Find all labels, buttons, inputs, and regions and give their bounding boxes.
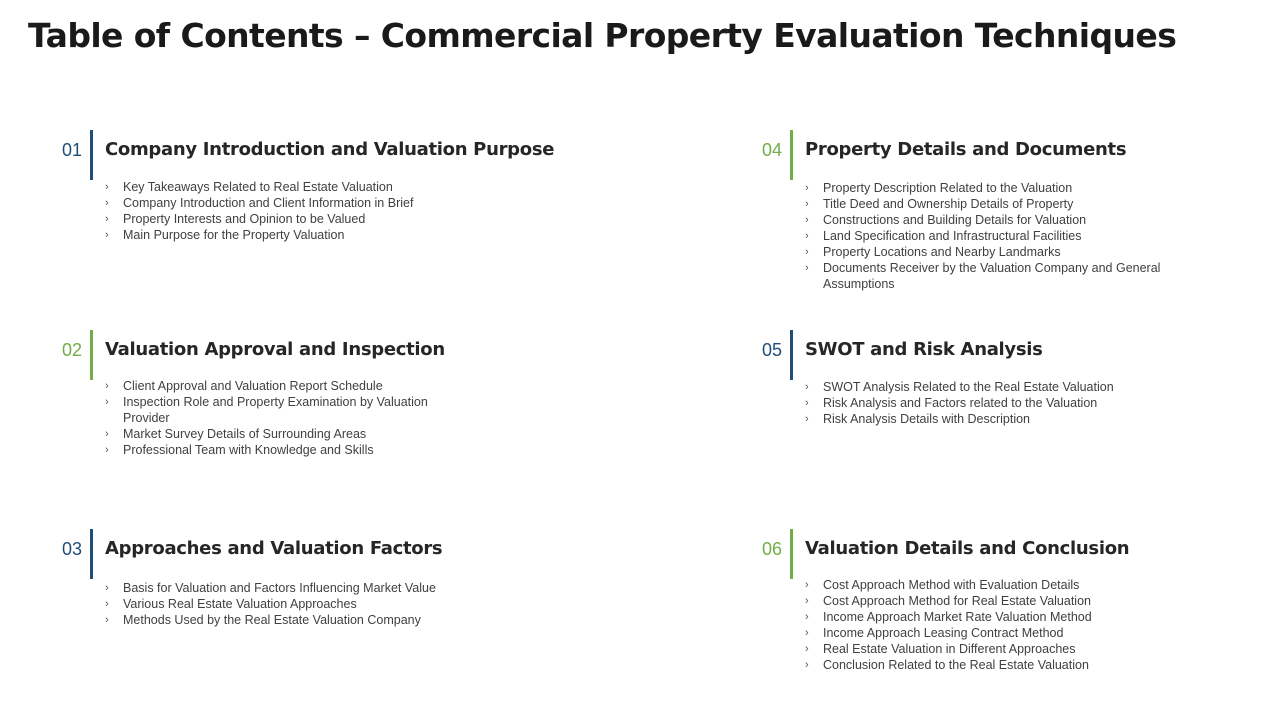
list-item-text: Cost Approach Method with Evaluation Details: [823, 578, 1080, 592]
chevron-right-icon: ›: [805, 381, 809, 393]
chevron-right-icon: ›: [105, 444, 109, 456]
list-item-text: Cost Approach Method for Real Estate Valuation: [823, 594, 1091, 608]
list-item: [805, 180, 1165, 196]
chevron-right-icon: ›: [105, 598, 109, 610]
list-item: [805, 228, 1165, 244]
list-item-text: Income Approach Leasing Contract Method: [823, 626, 1064, 640]
list-item: [105, 394, 465, 426]
list-item-text: SWOT Analysis Related to the Real Estate Valuation: [823, 380, 1114, 394]
chevron-right-icon: ›: [805, 643, 809, 655]
list-item: [805, 395, 1165, 411]
list-item: [805, 244, 1165, 260]
chevron-right-icon: ›: [805, 198, 809, 210]
chevron-right-icon: ›: [105, 197, 109, 209]
list-item-text: Various Real Estate Valuation Approaches: [123, 597, 357, 611]
chevron-right-icon: ›: [105, 582, 109, 594]
chevron-right-icon: ›: [805, 595, 809, 607]
list-item: [105, 227, 465, 243]
section-heading: Valuation Details and Conclusion: [805, 538, 1130, 559]
chevron-right-icon: ›: [105, 181, 109, 193]
list-item: [805, 577, 1165, 593]
list-item-text: Inspection Role and Property Examination by Valuation Provider: [123, 395, 428, 425]
list-item-text: Key Takeaways Related to Real Estate Valuation: [123, 180, 393, 194]
section-number: 06: [762, 539, 783, 559]
section-heading: Property Details and Documents: [805, 139, 1127, 160]
section-divider-bar: [790, 529, 793, 579]
list-item-text: Methods Used by the Real Estate Valuation Company: [123, 613, 421, 627]
list-item-text: Title Deed and Ownership Details of Property: [823, 197, 1074, 211]
section-heading: Company Introduction and Valuation Purpose: [105, 139, 555, 160]
list-item: [105, 612, 465, 628]
section-item-list: [805, 379, 1165, 427]
list-item: [805, 260, 1165, 292]
list-item-text: Basis for Valuation and Factors Influencing Market Value: [123, 581, 436, 595]
chevron-right-icon: ›: [805, 246, 809, 258]
chevron-right-icon: ›: [105, 229, 109, 241]
list-item-text: Professional Team with Knowledge and Skills: [123, 443, 374, 457]
list-item: [105, 442, 465, 458]
section-number: 03: [62, 539, 83, 559]
list-item-text: Property Locations and Nearby Landmarks: [823, 245, 1061, 259]
list-item: [805, 212, 1165, 228]
section-item-list: [805, 577, 1165, 673]
chevron-right-icon: ›: [105, 428, 109, 440]
list-item: [105, 580, 465, 596]
page-title: Table of Contents – Commercial Property Evaluation Techniques: [28, 16, 1177, 55]
chevron-right-icon: ›: [805, 230, 809, 242]
section-divider-bar: [790, 330, 793, 380]
list-item-text: Company Introduction and Client Information in Brief: [123, 196, 414, 210]
list-item-text: Conclusion Related to the Real Estate Valuation: [823, 658, 1089, 672]
list-item: [105, 179, 465, 195]
list-item: [805, 609, 1165, 625]
chevron-right-icon: ›: [105, 396, 109, 408]
chevron-right-icon: ›: [105, 213, 109, 225]
chevron-right-icon: ›: [805, 611, 809, 623]
list-item-text: Land Specification and Infrastructural Facilities: [823, 229, 1082, 243]
section-number: 04: [762, 140, 783, 160]
list-item: [105, 195, 465, 211]
chevron-right-icon: ›: [805, 214, 809, 226]
list-item-text: Risk Analysis Details with Description: [823, 412, 1031, 426]
chevron-right-icon: ›: [805, 182, 809, 194]
section-item-list: [805, 180, 1165, 292]
chevron-right-icon: ›: [805, 262, 809, 274]
chevron-right-icon: ›: [805, 659, 809, 671]
list-item: [805, 196, 1165, 212]
list-item: [105, 378, 465, 394]
chevron-right-icon: ›: [105, 380, 109, 392]
list-item: [805, 411, 1165, 427]
section-divider-bar: [90, 330, 93, 380]
chevron-right-icon: ›: [105, 614, 109, 626]
list-item: [805, 641, 1165, 657]
list-item-text: Property Interests and Opinion to be Valued: [123, 212, 366, 226]
list-item-text: Client Approval and Valuation Report Schedule: [123, 379, 383, 393]
section-number: 02: [62, 340, 83, 360]
list-item: [805, 657, 1165, 673]
section-item-list: [105, 378, 465, 458]
list-item: [805, 379, 1165, 395]
list-item-text: Main Purpose for the Property Valuation: [123, 228, 345, 242]
section-divider-bar: [90, 529, 93, 579]
list-item-text: Real Estate Valuation in Different Approaches: [823, 642, 1076, 656]
list-item-text: Risk Analysis and Factors related to the Valuation: [823, 396, 1098, 410]
chevron-right-icon: ›: [805, 397, 809, 409]
section-item-list: [105, 179, 465, 243]
chevron-right-icon: ›: [805, 413, 809, 425]
list-item: [805, 593, 1165, 609]
section-heading: SWOT and Risk Analysis: [805, 339, 1043, 360]
list-item-text: Property Description Related to the Valuation: [823, 181, 1073, 195]
list-item: [105, 211, 465, 227]
section-number: 05: [762, 340, 783, 360]
section-divider-bar: [790, 130, 793, 180]
list-item-text: Income Approach Market Rate Valuation Method: [823, 610, 1092, 624]
section-heading: Approaches and Valuation Factors: [105, 538, 443, 559]
chevron-right-icon: ›: [805, 579, 809, 591]
section-heading: Valuation Approval and Inspection: [105, 339, 445, 360]
chevron-right-icon: ›: [805, 627, 809, 639]
list-item: [805, 625, 1165, 641]
list-item: [105, 426, 465, 442]
section-item-list: [105, 580, 465, 628]
list-item-text: Constructions and Building Details for Valuation: [823, 213, 1087, 227]
section-divider-bar: [90, 130, 93, 180]
list-item: [105, 596, 465, 612]
list-item-text: Documents Receiver by the Valuation Company and General Assumptions: [823, 261, 1161, 291]
list-item-text: Market Survey Details of Surrounding Areas: [123, 427, 367, 441]
section-number: 01: [62, 140, 83, 160]
